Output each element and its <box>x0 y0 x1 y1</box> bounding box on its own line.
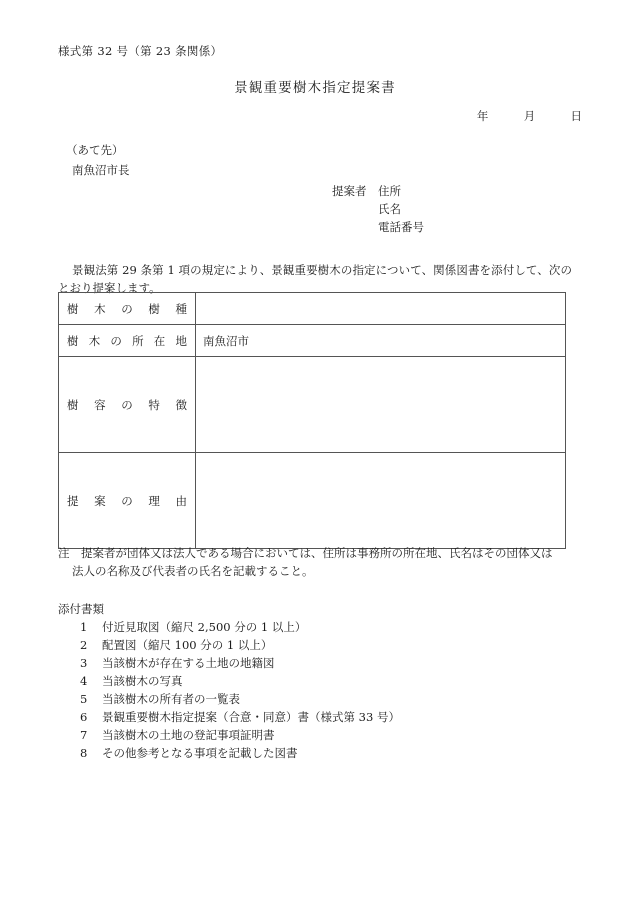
table-row <box>59 325 566 357</box>
item-number: 6 <box>80 710 88 724</box>
proposer-field-address: 住所 <box>378 184 401 198</box>
row-label-proposal-reason <box>59 453 196 549</box>
label-char: 樹 <box>148 301 160 316</box>
date-month-label: 月 <box>523 109 536 123</box>
label-char: 木 <box>94 301 106 316</box>
item-number: 1 <box>80 620 88 634</box>
list-item <box>58 744 400 762</box>
addressee-block <box>66 140 130 180</box>
item-text: 当該樹木の所有者の一覧表 <box>102 692 240 706</box>
date-day-label: 日 <box>570 109 582 123</box>
label-char: 樹 <box>67 397 79 412</box>
attachments-heading: 添付書類 <box>58 602 104 616</box>
item-text: 景観重要樹木指定提案（合意・同意）書（様式第 33 号） <box>102 710 400 724</box>
table-row <box>59 293 566 325</box>
label-char: の <box>121 493 133 508</box>
label-char: 樹 <box>67 301 79 316</box>
page-title: 景観重要樹木指定提案書 <box>234 80 396 96</box>
item-text: 付近見取図（縮尺 2,500 分の 1 以上） <box>102 620 307 634</box>
label-char: の <box>110 333 122 348</box>
label-char: 特 <box>148 397 160 412</box>
proposer-field-phone: 電話番号 <box>378 220 424 234</box>
label-char: 樹 <box>67 333 79 348</box>
proposer-row-address <box>332 182 424 200</box>
label-char: 在 <box>153 333 166 348</box>
note-block <box>58 544 574 580</box>
label-char: 地 <box>175 333 187 348</box>
item-text: 配置図（縮尺 100 分の 1 以上） <box>102 638 273 652</box>
row-value-proposal-reason[interactable] <box>196 453 566 549</box>
date-year-label: 年 <box>476 109 489 123</box>
label-char: 理 <box>148 493 160 508</box>
item-number: 3 <box>80 656 88 670</box>
item-text: 当該樹木の写真 <box>102 674 183 688</box>
list-item <box>58 636 400 654</box>
proposal-table <box>58 292 566 549</box>
item-number: 8 <box>80 746 88 760</box>
row-label-tree-species <box>59 293 196 325</box>
row-value-tree-location[interactable]: 南魚沼市 <box>196 325 566 357</box>
list-item <box>58 654 400 672</box>
row-label-tree-location <box>59 325 196 357</box>
row-label-tree-features <box>59 357 196 453</box>
label-char: の <box>121 397 133 412</box>
proposer-block <box>332 182 424 236</box>
list-item <box>58 726 400 744</box>
table-row <box>59 453 566 549</box>
label-char: 容 <box>94 397 106 412</box>
table-row <box>59 357 566 453</box>
label-char: 木 <box>88 333 101 348</box>
item-number: 5 <box>80 692 88 706</box>
proposer-heading: 提案者 <box>332 184 367 198</box>
form-number: 様式第 32 号（第 23 条関係） <box>58 44 223 58</box>
item-number: 7 <box>80 728 88 742</box>
list-item <box>58 708 400 726</box>
date-line <box>0 108 630 124</box>
label-char: 徴 <box>175 397 187 412</box>
item-number: 2 <box>80 638 88 652</box>
label-char: の <box>121 301 133 316</box>
label-spread <box>67 397 187 413</box>
proposer-row-name <box>332 200 424 218</box>
label-spread <box>67 333 187 349</box>
attachments-list <box>58 618 400 762</box>
label-char: 提 <box>67 493 79 508</box>
intro-paragraph: 景観法第 29 条第 1 項の規定により、景観重要樹木の指定について、関係図書を添付して、次のとおり提案します。 <box>58 263 572 295</box>
item-text: その他参考となる事項を記載した図書 <box>102 746 298 760</box>
proposer-row-phone <box>332 218 424 236</box>
label-char: 所 <box>132 333 144 348</box>
row-value-tree-species[interactable] <box>196 293 566 325</box>
row-value-tree-features[interactable] <box>196 357 566 453</box>
label-char: 由 <box>175 493 187 508</box>
item-text: 当該樹木が存在する土地の地籍図 <box>102 656 275 670</box>
list-item <box>58 690 400 708</box>
note-line-1: 注 提案者が団体又は法人である場合においては、住所は事務所の所在地、氏名はその団体又は <box>58 546 553 560</box>
label-spread <box>67 301 187 317</box>
item-number: 4 <box>80 674 88 688</box>
note-line-2: 法人の名称及び代表者の氏名を記載すること。 <box>72 564 314 578</box>
proposer-field-name: 氏名 <box>378 202 401 216</box>
item-text: 当該樹木の土地の登記事項証明書 <box>102 728 275 742</box>
list-item <box>58 672 400 690</box>
label-spread <box>67 493 187 509</box>
label-char: 案 <box>94 493 106 508</box>
addressee-recipient: 南魚沼市長 <box>72 163 130 177</box>
attachments-block <box>58 600 400 762</box>
addressee-prefix: （あて先） <box>66 143 124 157</box>
label-char: 種 <box>175 301 187 316</box>
list-item <box>58 618 400 636</box>
